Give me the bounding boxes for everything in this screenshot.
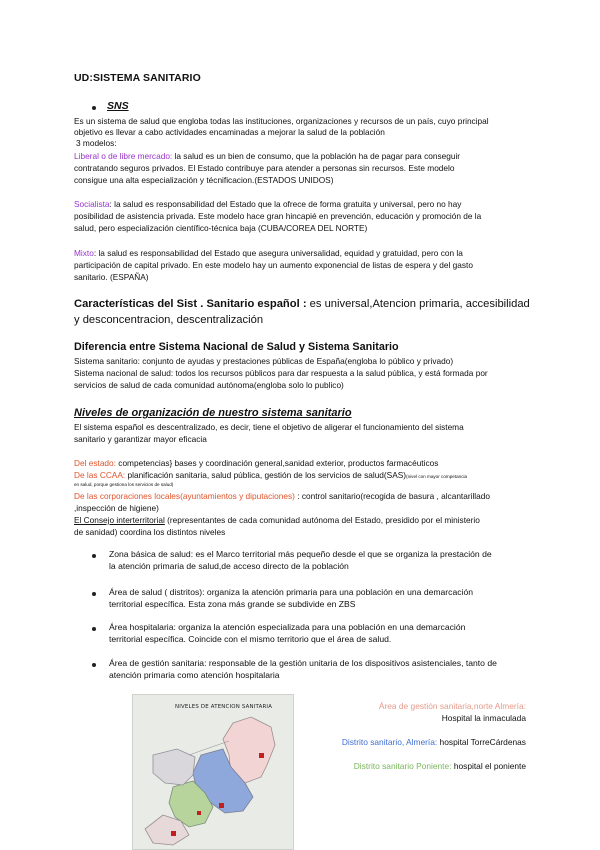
map-title: NIVELES DE ATENCION SANITARIA <box>175 704 273 710</box>
caracteristicas-heading: Características del Sist . Sanitario español : <box>74 298 307 310</box>
legend-gestion-label: Área de gestión sanitaria,norte Almería: <box>378 701 526 711</box>
legend-poniente-value: hospital el poniente <box>451 761 526 771</box>
list-item: territorial específica. Esta zona más grande se subdivide en ZBS <box>109 599 356 609</box>
nivel-estado <box>74 458 438 469</box>
hospital-marker <box>197 811 201 815</box>
estado-label: Del estado: <box>74 458 116 468</box>
ccaa-note: en salud, porque gestiona los servicios de salud) <box>74 482 174 487</box>
health-areas-map <box>132 694 294 850</box>
list-item: Área de gestión sanitaria: responsable de la gestión unitaria de los dispositivos asistenciales, tanto de <box>109 658 497 668</box>
caracteristicas <box>74 297 530 312</box>
estado-text: competencias} bases y coordinación general,sanidad exterior, productos farmacéuticos <box>115 458 439 468</box>
socialista-text: : la salud es responsabilidad del Estado que la ofrece de forma gratuita y universal, pero no hay <box>109 199 462 209</box>
mixto-model <box>74 248 463 259</box>
legend-poniente-label: Distrito sanitario Poniente: <box>353 761 452 771</box>
socialista-text: salud, pero especialización científico-técnica baja (CUBA/COREA DEL NORTE) <box>74 223 368 233</box>
list-item: atención primaria como atención hospitalaria <box>109 670 280 680</box>
liberal-text: la salud es un bien de consumo, que la población ha de pagar para conseguir <box>172 151 461 161</box>
area-granada <box>153 749 195 785</box>
hospital-marker <box>171 831 176 836</box>
list-item: Área de salud ( distritos): organiza la atención primaria para una población en una demarcación <box>109 587 474 597</box>
socialista-model <box>74 199 461 210</box>
socialista-label: Socialista <box>74 199 110 209</box>
socialista-text: posibilidad de asistencia privada. Este modelo hace gran hincapié en prevención, educación y promoción de la <box>74 211 482 221</box>
caracteristicas-text: es universal,Atencion primaria, accesibilidad <box>306 298 530 310</box>
bullet-dot <box>92 627 96 631</box>
map-drawing <box>133 695 293 849</box>
legend-distrito-value: hospital TorreCárdenas <box>437 737 526 747</box>
sns-definition-line: objetivo es llevar a cabo actividades encaminadas a mejorar la salud de la población <box>74 127 385 137</box>
list-item: la atención primaria de salud,de acceso directo de la población <box>109 561 349 571</box>
mixto-text: sanitario. (ESPAÑA) <box>74 272 149 282</box>
mixto-text: : la salud es responsabilidad del Estado que asegura universalidad, equidad y gratuidad, pero con la <box>93 248 463 258</box>
consejo-text: (representantes de cada comunidad autónoma del Estado, presidido por el ministerio <box>164 515 480 525</box>
liberal-text: contratando seguros privados. El Estado contribuye para atender a personas sin recursos. Este modelo <box>74 163 455 173</box>
mixto-label: Mixto <box>74 248 94 258</box>
list-item: territorial específica. Coincide con el mismo territorio que el área de salud. <box>109 634 392 644</box>
liberal-model <box>74 151 460 162</box>
niveles-text: El sistema español es descentralizado, es decir, tiene el objetivo de aligerar el funcionamiento del sistema <box>74 422 464 432</box>
list-item: Zona básica de salud: es el Marco territorial más pequeño desde el que se organiza la prestación de <box>109 549 492 559</box>
hospital-marker <box>259 753 264 758</box>
bullet-dot <box>92 106 96 110</box>
liberal-label: Liberal o de libre mercado: <box>74 151 173 161</box>
corporaciones-text: : control sanitario(recogida de basura , alcantarillado <box>294 491 490 501</box>
hospital-marker <box>219 803 224 808</box>
niveles-heading: Niveles de organización de nuestro sistema sanitario <box>74 407 352 419</box>
liberal-text: consigue una alta especialización y técnificacion.(ESTADOS UNIDOS) <box>74 175 334 185</box>
caracteristicas-text: y desconcentracion, descentralización <box>74 314 264 326</box>
consejo-text: de sanidad) coordina los distintos niveles <box>74 527 226 537</box>
diferencia-text: Sistema sanitario: conjunto de ayudas y prestaciones públicas de España(engloba lo público y privado) <box>74 356 454 366</box>
sns-definition-line: Es un sistema de salud que engloba todas las instituciones, organizaciones y recursos de un país, cuyo principal <box>74 116 489 126</box>
legend-poniente <box>354 760 526 772</box>
consejo-interterritorial <box>74 515 480 526</box>
bullet-dot <box>92 592 96 596</box>
legend-distrito-label: Distrito sanitario, Almería: <box>341 737 438 747</box>
nivel-ccaa <box>74 470 467 482</box>
bullet-dot <box>92 663 96 667</box>
sns-heading: SNS <box>107 100 129 112</box>
legend-distrito <box>342 736 526 748</box>
corporaciones-label: De las corporaciones locales(ayuntamientos y diputaciones) <box>74 491 295 501</box>
models-count: 3 modelos: <box>76 138 117 148</box>
diferencia-text: Sistema nacional de salud: todos los recursos públicos para dar respuesta a la salud pública, y está formada por <box>74 368 488 378</box>
diferencia-heading: Diferencia entre Sistema Nacional de Salud y Sistema Sanitario <box>74 341 399 353</box>
diferencia-text: servicios de salud de cada comunidad autónoma(engloba solo lo publico) <box>74 380 344 390</box>
niveles-text: sanitario y garantizar mayor eficacia <box>74 434 207 444</box>
ccaa-text: planificación sanitaria, salud pública, gestión de los servicios de salud(SAS) <box>125 470 407 480</box>
ccaa-label: De las CCAA: <box>74 470 126 480</box>
bullet-dot <box>92 554 96 558</box>
list-item: Área hospitalaria: organiza la atención especializada para una población en una demarcación <box>109 622 466 632</box>
page-title: UD:SISTEMA SANITARIO <box>74 72 201 84</box>
consejo-label: El Consejo interterritorial <box>74 515 165 525</box>
nivel-corporaciones <box>74 491 490 502</box>
ccaa-note: (nivel con mayor competancia <box>406 474 468 479</box>
corporaciones-text: ,inspección de higiene) <box>74 503 159 513</box>
mixto-text: participación de capital privado. En este modelo hay un aumento exponencial de listas de espera y del gasto <box>74 260 473 270</box>
legend-gestion-value: Hospital la inmaculada <box>441 713 526 723</box>
